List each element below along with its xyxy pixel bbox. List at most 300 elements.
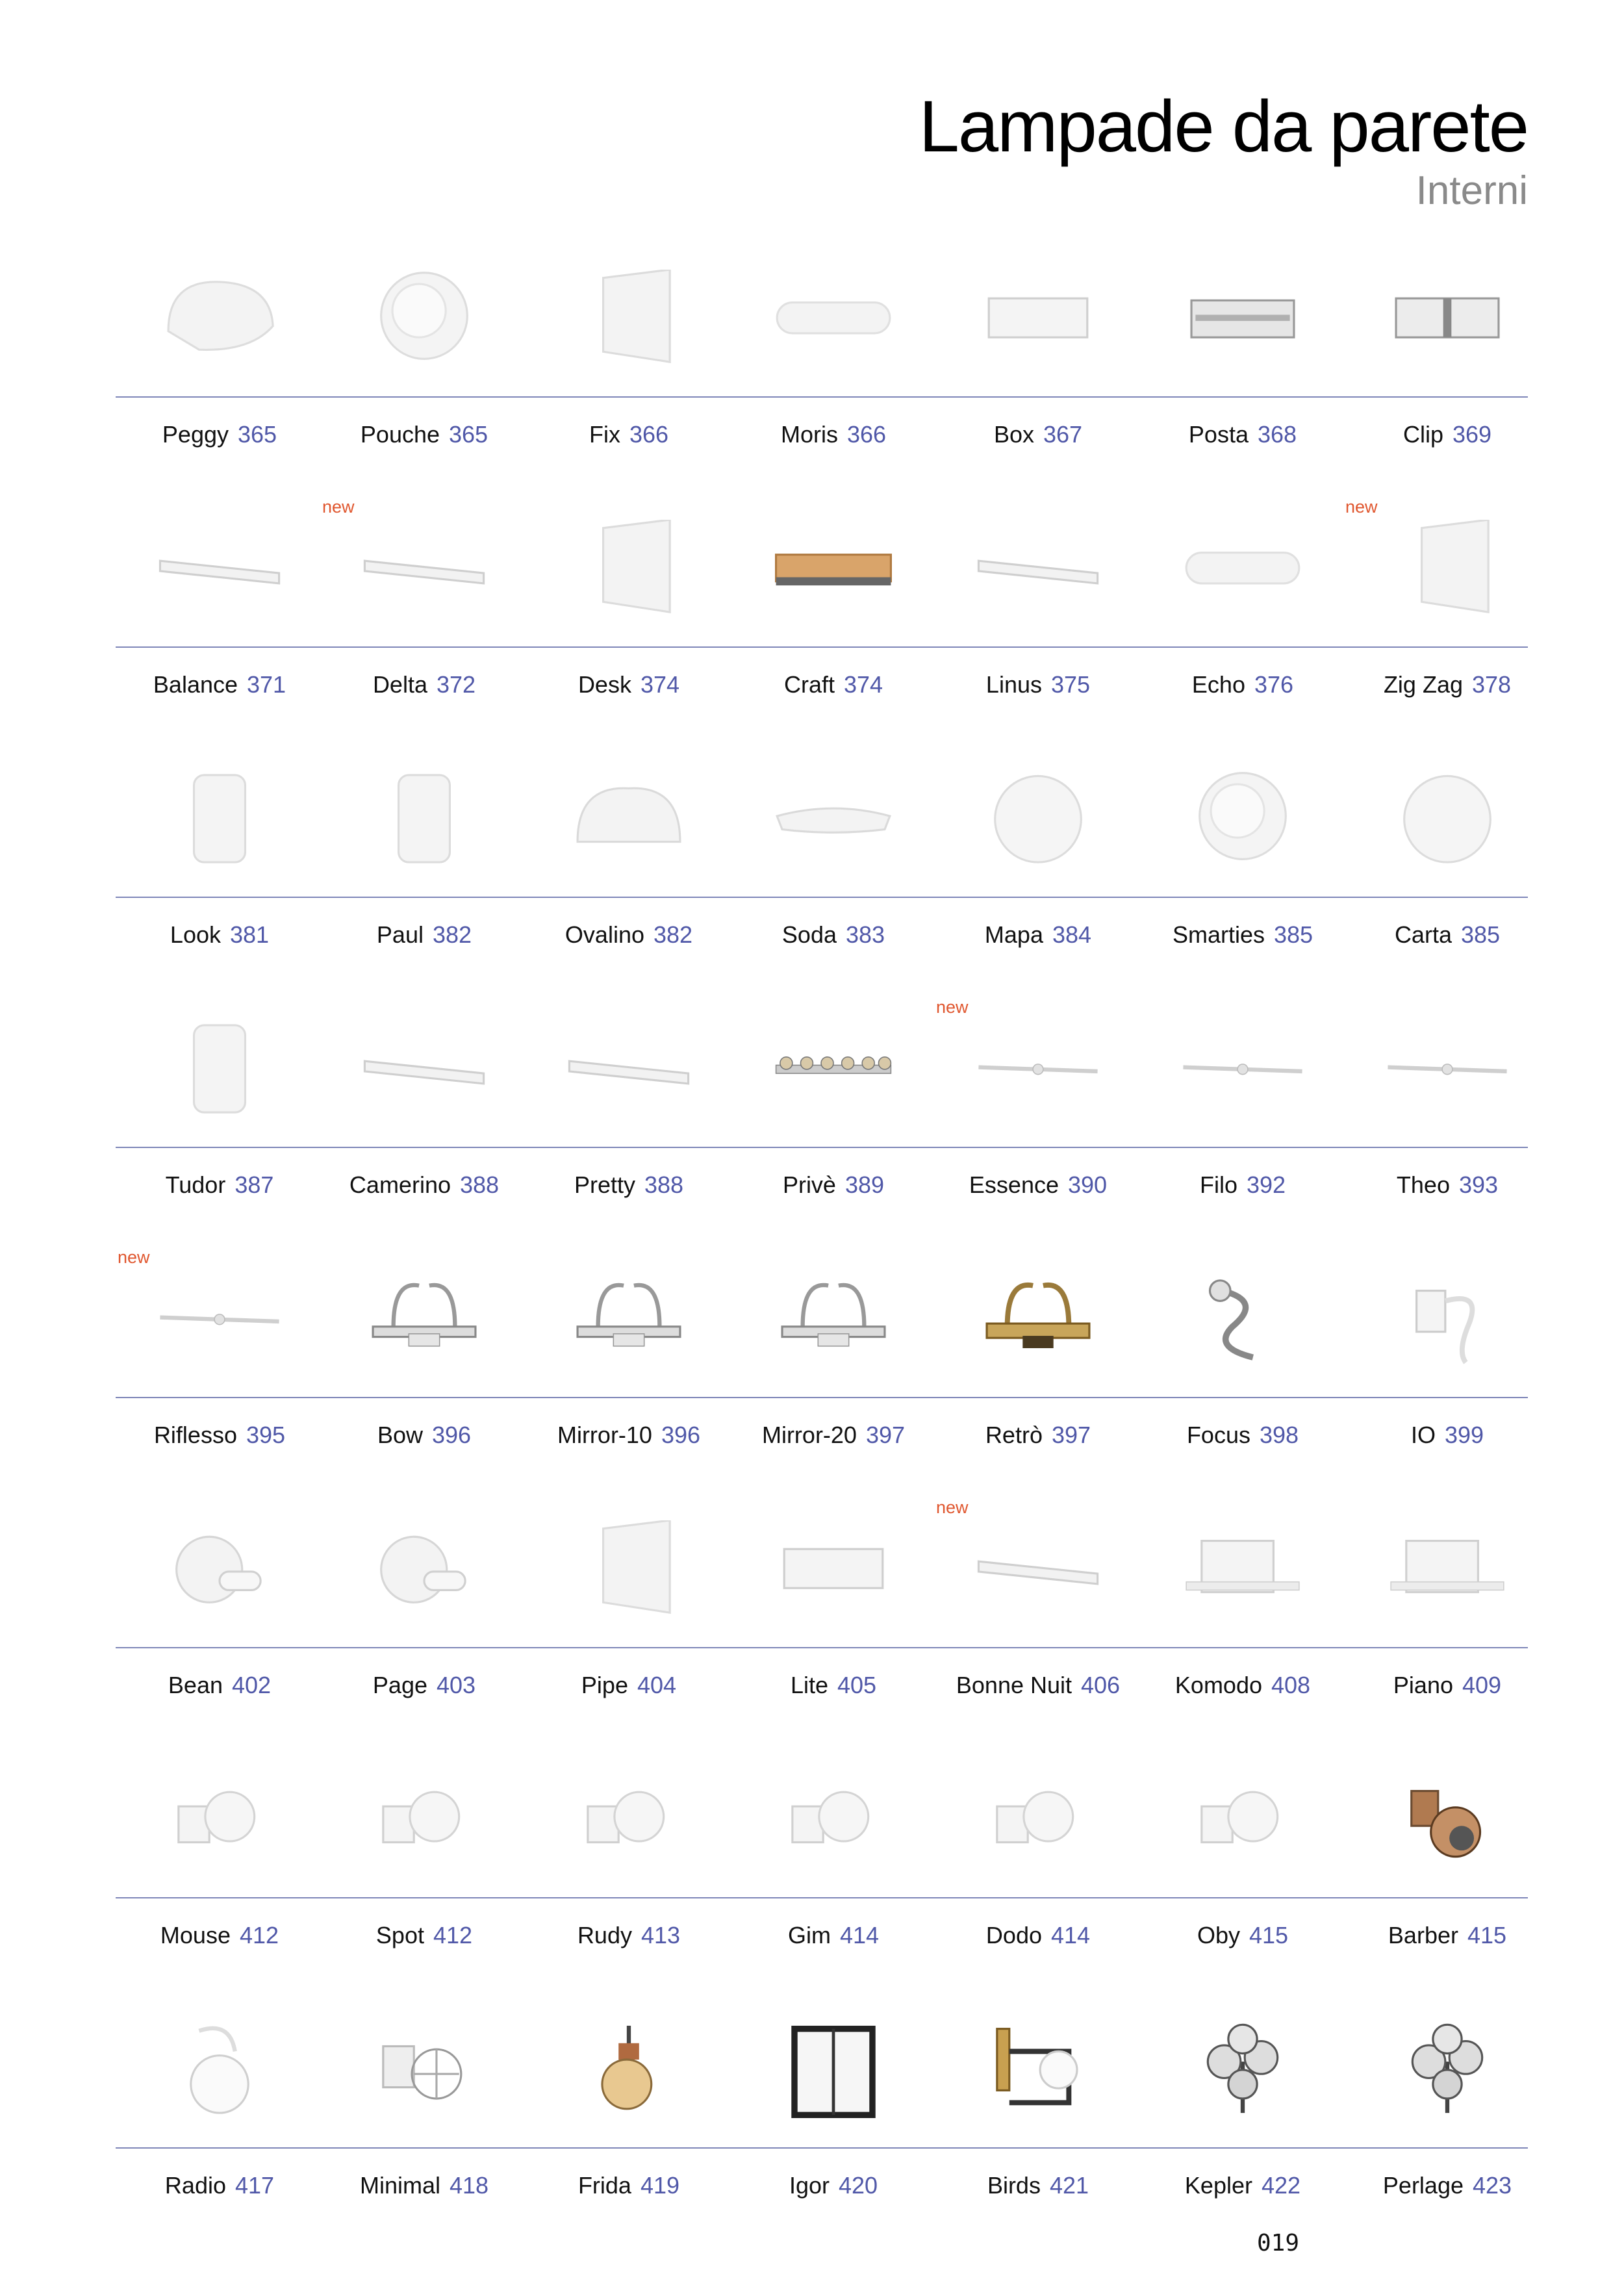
product-page-number[interactable]: 398	[1259, 1422, 1299, 1448]
product-page-number[interactable]: 374	[640, 671, 680, 698]
product-thumbnail[interactable]	[733, 1998, 934, 2141]
product-item[interactable]	[1142, 497, 1343, 747]
product-label	[119, 1422, 320, 1449]
product-item[interactable]	[119, 1247, 320, 1498]
product-thumbnail[interactable]	[1347, 247, 1548, 390]
product-item[interactable]	[1142, 747, 1343, 997]
product-item[interactable]	[937, 1498, 1139, 1748]
product-name: Spot	[375, 1922, 424, 1948]
product-item[interactable]	[1347, 1748, 1548, 1998]
product-item[interactable]	[1142, 1998, 1343, 2248]
panel-white-icon	[1386, 520, 1509, 617]
product-item[interactable]	[528, 997, 730, 1247]
product-thumbnail[interactable]	[937, 1748, 1139, 1891]
product-name: Komodo	[1174, 1672, 1262, 1698]
product-item[interactable]	[324, 497, 525, 747]
oval-white-icon	[772, 270, 895, 367]
product-thumbnail[interactable]	[324, 1247, 525, 1390]
product-page-number[interactable]: 412	[433, 1922, 473, 1948]
dome-white-icon	[158, 270, 281, 367]
product-thumbnail[interactable]	[119, 247, 320, 390]
product-item[interactable]	[119, 747, 320, 997]
product-item[interactable]	[324, 747, 525, 997]
spot-white-icon	[1181, 1770, 1304, 1868]
picture-chrome-icon	[567, 1270, 691, 1368]
product-label	[324, 921, 525, 949]
product-label	[733, 1672, 934, 1699]
product-item[interactable]	[528, 247, 730, 497]
product-item[interactable]	[1347, 247, 1548, 497]
product-item[interactable]	[528, 497, 730, 747]
product-thumbnail[interactable]	[733, 1498, 934, 1641]
product-item[interactable]	[119, 1498, 320, 1748]
product-name: Retrò	[985, 1422, 1043, 1448]
product-item[interactable]	[119, 1998, 320, 2248]
product-page-number[interactable]: 408	[1271, 1672, 1311, 1698]
product-name: Moris	[780, 421, 838, 448]
product-page-number[interactable]: 390	[1068, 1171, 1108, 1198]
product-row	[116, 1998, 1528, 2248]
product-page-number[interactable]: 397	[1051, 1422, 1091, 1448]
product-name: Rudy	[577, 1922, 632, 1948]
product-page-number[interactable]: 392	[1246, 1171, 1286, 1198]
product-label	[528, 2172, 730, 2199]
product-label	[733, 921, 934, 949]
product-thumbnail[interactable]	[1142, 997, 1343, 1140]
spot-copper-icon	[1386, 1770, 1509, 1868]
product-label	[324, 421, 525, 448]
product-name: Focus	[1186, 1422, 1250, 1448]
page-title: Lampade da parete	[919, 86, 1528, 167]
new-badge: new	[1345, 497, 1378, 517]
product-label	[1142, 671, 1343, 698]
product-page-number[interactable]: 366	[846, 421, 887, 448]
product-name: Echo	[1191, 671, 1245, 698]
product-item[interactable]	[119, 997, 320, 1247]
product-item[interactable]	[1347, 1247, 1548, 1498]
product-item[interactable]	[528, 1247, 730, 1498]
line-thin-icon	[1386, 1020, 1509, 1118]
product-item[interactable]	[1347, 997, 1548, 1247]
product-item[interactable]	[324, 247, 525, 497]
panel-white-icon	[567, 1520, 691, 1618]
product-thumbnail[interactable]	[528, 247, 730, 390]
product-name: Peggy	[162, 421, 229, 448]
product-label	[1347, 671, 1548, 698]
product-thumbnail[interactable]	[1347, 997, 1548, 1140]
product-item[interactable]	[324, 1998, 525, 2248]
product-label	[528, 671, 730, 698]
product-item[interactable]	[733, 997, 934, 1247]
product-page-number[interactable]: 376	[1254, 671, 1294, 698]
product-thumbnail[interactable]	[1347, 1748, 1548, 1891]
product-label	[1347, 2172, 1548, 2199]
product-label	[1142, 1922, 1343, 1949]
product-page-number[interactable]: 378	[1471, 671, 1512, 698]
spot-white-icon	[976, 1770, 1100, 1868]
product-item[interactable]	[937, 1247, 1139, 1498]
product-label	[733, 421, 934, 448]
bulb-copper-icon	[567, 2021, 691, 2118]
product-item[interactable]	[733, 1498, 934, 1748]
product-thumbnail[interactable]	[528, 1247, 730, 1390]
spot-white-icon	[772, 1770, 895, 1868]
product-thumbnail[interactable]	[1347, 1247, 1548, 1390]
page-number: 019	[1257, 2230, 1300, 2256]
line-thin-icon	[1181, 1020, 1304, 1118]
product-thumbnail[interactable]	[937, 247, 1139, 390]
product-grid	[116, 247, 1528, 2248]
product-thumbnail[interactable]	[733, 997, 934, 1140]
product-label	[528, 921, 730, 949]
product-thumbnail[interactable]	[733, 497, 934, 640]
product-thumbnail[interactable]	[733, 1247, 934, 1390]
product-thumbnail[interactable]	[119, 997, 320, 1140]
product-item[interactable]	[937, 747, 1139, 997]
product-thumbnail[interactable]	[119, 1247, 320, 1390]
new-badge: new	[322, 497, 355, 517]
product-item[interactable]	[528, 1748, 730, 1998]
product-thumbnail[interactable]	[1347, 497, 1548, 640]
product-page-number[interactable]: 412	[239, 1922, 279, 1948]
product-item[interactable]	[119, 1748, 320, 1998]
product-name: Dodo	[985, 1922, 1042, 1948]
product-name: Fix	[589, 421, 620, 448]
product-item[interactable]	[1347, 1498, 1548, 1748]
product-name: Mouse	[160, 1922, 231, 1948]
product-label	[1347, 1672, 1548, 1699]
product-item[interactable]	[733, 747, 934, 997]
product-thumbnail[interactable]	[1142, 1748, 1343, 1891]
product-thumbnail[interactable]	[937, 497, 1139, 640]
product-page-number[interactable]: 384	[1052, 921, 1092, 948]
spot-white-icon	[158, 1770, 281, 1868]
product-name: Balance	[153, 671, 238, 698]
product-page-number[interactable]: 381	[230, 921, 270, 948]
product-label	[937, 421, 1139, 448]
product-thumbnail[interactable]	[324, 1748, 525, 1891]
new-badge: new	[936, 997, 969, 1017]
product-thumbnail[interactable]	[119, 1498, 320, 1641]
product-name: Radio	[164, 2172, 226, 2199]
product-row	[116, 1498, 1528, 1748]
product-thumbnail[interactable]	[324, 1998, 525, 2141]
product-item[interactable]	[528, 1998, 730, 2248]
product-thumbnail[interactable]	[1142, 497, 1343, 640]
product-label	[119, 1171, 320, 1199]
box-white-icon	[772, 1520, 895, 1618]
product-name: Clip	[1402, 421, 1443, 448]
product-item[interactable]	[733, 247, 934, 497]
product-thumbnail[interactable]	[528, 497, 730, 640]
product-item[interactable]	[1142, 1247, 1343, 1498]
product-name: Bow	[377, 1422, 423, 1448]
product-name: Desk	[577, 671, 631, 698]
product-name: Ovalino	[565, 921, 644, 948]
product-label	[119, 2172, 320, 2199]
product-label	[119, 1922, 320, 1949]
product-thumbnail[interactable]	[1347, 1498, 1548, 1641]
product-thumbnail[interactable]	[937, 997, 1139, 1140]
product-page-number[interactable]: 374	[843, 671, 883, 698]
product-item[interactable]	[937, 497, 1139, 747]
product-page-number[interactable]: 372	[436, 671, 476, 698]
product-page-number[interactable]: 419	[640, 2172, 680, 2199]
product-page-number[interactable]: 418	[449, 2172, 489, 2199]
product-page-number[interactable]: 393	[1458, 1171, 1499, 1198]
product-page-number[interactable]: 406	[1081, 1672, 1121, 1698]
product-label	[528, 421, 730, 448]
sphere-white-icon	[976, 770, 1100, 867]
product-item[interactable]	[324, 1498, 525, 1748]
product-thumbnail[interactable]	[324, 247, 525, 390]
product-page-number[interactable]: 414	[1050, 1922, 1091, 1948]
product-page-number[interactable]: 366	[629, 421, 669, 448]
product-item[interactable]	[119, 247, 320, 497]
product-item[interactable]	[324, 1247, 525, 1498]
product-label	[528, 1672, 730, 1699]
line-thin-icon	[158, 1270, 281, 1368]
product-name: Perlage	[1382, 2172, 1464, 2199]
product-page-number[interactable]: 413	[641, 1922, 681, 1948]
product-row	[116, 1748, 1528, 1998]
product-thumbnail[interactable]	[1142, 747, 1343, 890]
product-page-number[interactable]: 422	[1261, 2172, 1301, 2199]
cage-white-icon	[362, 2021, 486, 2118]
bar-white-icon	[362, 1020, 486, 1118]
cylinder-white-icon	[158, 1020, 281, 1118]
product-row	[116, 747, 1528, 997]
product-name: Oby	[1197, 1922, 1240, 1948]
oval-white-icon	[1181, 520, 1304, 617]
product-item[interactable]	[1347, 1998, 1548, 2248]
product-page-number[interactable]: 402	[232, 1672, 272, 1698]
flex-chrome-icon	[1181, 1270, 1304, 1368]
product-thumbnail[interactable]	[1347, 747, 1548, 890]
product-page-number[interactable]: 388	[644, 1171, 684, 1198]
product-thumbnail[interactable]	[528, 1748, 730, 1891]
product-name: Pretty	[574, 1171, 635, 1198]
product-item[interactable]	[1142, 247, 1343, 497]
product-page-number[interactable]: 371	[247, 671, 286, 698]
product-thumbnail[interactable]	[324, 997, 525, 1140]
product-item[interactable]	[1347, 497, 1548, 747]
product-label	[733, 2172, 934, 2199]
product-item[interactable]	[733, 1998, 934, 2248]
product-item[interactable]	[528, 1498, 730, 1748]
product-item[interactable]	[733, 1247, 934, 1498]
product-page-number[interactable]: 375	[1050, 671, 1091, 698]
product-page-number[interactable]: 414	[839, 1922, 880, 1948]
product-label	[733, 1422, 934, 1449]
product-item[interactable]	[937, 1998, 1139, 2248]
product-name: Minimal	[359, 2172, 440, 2199]
product-label	[1142, 1171, 1343, 1199]
product-item[interactable]	[937, 1748, 1139, 1998]
sphere-white-icon	[1386, 770, 1509, 867]
shelf-white-icon	[1181, 1520, 1304, 1618]
spot-white-icon	[567, 1770, 691, 1868]
product-thumbnail[interactable]	[528, 1998, 730, 2141]
shell-white-icon	[567, 770, 691, 867]
product-thumbnail[interactable]	[733, 747, 934, 890]
product-thumbnail[interactable]	[733, 247, 934, 390]
product-name: Pouche	[360, 421, 440, 448]
product-page-number[interactable]: 385	[1460, 921, 1501, 948]
line-thin-icon	[976, 1020, 1100, 1118]
product-page-number[interactable]: 423	[1473, 2172, 1512, 2199]
product-name: Soda	[781, 921, 837, 948]
new-badge: new	[118, 1247, 150, 1267]
product-name: Zig Zag	[1383, 671, 1463, 698]
product-item[interactable]	[937, 997, 1139, 1247]
product-page-number[interactable]: 383	[846, 921, 885, 948]
product-label	[324, 1922, 525, 1949]
picture-brass-icon	[976, 1270, 1100, 1368]
product-page-number[interactable]: 382	[653, 921, 693, 948]
globe-white-icon	[158, 2021, 281, 2118]
product-thumbnail[interactable]	[528, 1498, 730, 1641]
product-thumbnail[interactable]	[1142, 1247, 1343, 1390]
product-item[interactable]	[733, 497, 934, 747]
product-thumbnail[interactable]	[937, 1498, 1139, 1641]
product-thumbnail[interactable]	[937, 1247, 1139, 1390]
product-item[interactable]	[1142, 1748, 1343, 1998]
product-thumbnail[interactable]	[937, 1998, 1139, 2141]
product-thumbnail[interactable]	[528, 997, 730, 1140]
product-item[interactable]	[528, 747, 730, 997]
product-page-number[interactable]: 397	[865, 1422, 906, 1448]
product-thumbnail[interactable]	[1142, 1998, 1343, 2141]
product-name: Pipe	[581, 1672, 628, 1698]
bar-white-icon	[158, 520, 281, 617]
product-page-number[interactable]: 387	[235, 1171, 274, 1198]
product-page-number[interactable]: 404	[637, 1672, 677, 1698]
box-chrome-icon	[1181, 270, 1304, 367]
product-name: Filo	[1199, 1171, 1237, 1198]
product-page-number[interactable]: 367	[1043, 421, 1083, 448]
product-thumbnail[interactable]	[324, 1498, 525, 1641]
bulb-bar-icon	[772, 1020, 895, 1118]
product-name: Bean	[168, 1672, 223, 1698]
product-page-number[interactable]: 368	[1257, 421, 1297, 448]
product-page-number[interactable]: 396	[431, 1422, 472, 1448]
bar-white-icon	[567, 1020, 691, 1118]
product-row	[116, 247, 1528, 497]
product-page-number[interactable]: 421	[1049, 2172, 1089, 2199]
product-thumbnail[interactable]	[119, 497, 320, 640]
product-thumbnail[interactable]	[937, 747, 1139, 890]
product-name: Essence	[969, 1171, 1059, 1198]
product-page-number[interactable]: 396	[661, 1422, 701, 1448]
product-thumbnail[interactable]	[119, 1998, 320, 2141]
product-page-number[interactable]: 420	[838, 2172, 878, 2199]
product-label	[937, 921, 1139, 949]
product-label	[1347, 421, 1548, 448]
product-label	[733, 1171, 934, 1199]
product-page-number[interactable]: 409	[1462, 1672, 1502, 1698]
product-page-number[interactable]: 365	[449, 421, 488, 448]
product-label	[937, 1672, 1139, 1699]
product-label	[1142, 921, 1343, 949]
product-name: Igor	[789, 2172, 830, 2199]
product-page-number[interactable]: 415	[1467, 1922, 1507, 1948]
product-thumbnail[interactable]	[324, 497, 525, 640]
product-thumbnail[interactable]	[1347, 1998, 1548, 2141]
product-page-number[interactable]: 395	[246, 1422, 286, 1448]
lantern-black-icon	[772, 2021, 895, 2118]
product-item[interactable]	[119, 497, 320, 747]
product-label	[324, 1422, 525, 1449]
product-item[interactable]	[324, 1748, 525, 1998]
product-thumbnail[interactable]	[528, 747, 730, 890]
product-name: Bonne Nuit	[956, 1672, 1072, 1698]
product-label	[1347, 921, 1548, 949]
dish-white-icon	[772, 770, 895, 867]
product-label	[937, 671, 1139, 698]
product-page-number[interactable]: 389	[844, 1171, 885, 1198]
product-page-number[interactable]: 388	[459, 1171, 500, 1198]
product-item[interactable]	[324, 997, 525, 1247]
product-label	[937, 1171, 1139, 1199]
product-page-number[interactable]: 382	[432, 921, 472, 948]
product-page-number[interactable]: 417	[235, 2172, 275, 2199]
bar-wood-icon	[772, 520, 895, 617]
product-page-number[interactable]: 365	[238, 421, 277, 448]
cylinder-white-icon	[362, 770, 486, 867]
product-thumbnail[interactable]	[324, 747, 525, 890]
product-label	[119, 421, 320, 448]
product-item[interactable]	[937, 247, 1139, 497]
product-label	[733, 1922, 934, 1949]
product-thumbnail[interactable]	[119, 1748, 320, 1891]
product-label	[1142, 1422, 1343, 1449]
product-page-number[interactable]: 369	[1452, 421, 1492, 448]
product-label	[1347, 1171, 1548, 1199]
bar-white-icon	[976, 520, 1100, 617]
box-white-icon	[976, 270, 1100, 367]
picture-chrome-icon	[772, 1270, 895, 1368]
product-thumbnail[interactable]	[119, 747, 320, 890]
product-name: Look	[170, 921, 221, 948]
product-item[interactable]	[1142, 997, 1343, 1247]
product-page-number[interactable]: 405	[837, 1672, 877, 1698]
product-name: Tudor	[165, 1171, 226, 1198]
product-page-number[interactable]: 403	[437, 1672, 476, 1698]
product-row	[116, 1247, 1528, 1498]
product-item[interactable]	[733, 1748, 934, 1998]
page-subtitle: Interni	[1415, 168, 1528, 213]
product-row	[116, 997, 1528, 1247]
product-row	[116, 497, 1528, 747]
product-thumbnail[interactable]	[1142, 1498, 1343, 1641]
product-thumbnail[interactable]	[1142, 247, 1343, 390]
product-page-number[interactable]: 415	[1249, 1922, 1289, 1948]
product-name: Camerino	[349, 1171, 451, 1198]
product-name: Lite	[790, 1672, 828, 1698]
panel-white-icon	[567, 520, 691, 617]
shelf-white-icon	[1386, 1520, 1509, 1618]
panel-white-icon	[567, 270, 691, 367]
product-item[interactable]	[1347, 747, 1548, 997]
product-page-number[interactable]: 385	[1273, 921, 1313, 948]
product-name: Posta	[1188, 421, 1249, 448]
product-name: Barber	[1388, 1922, 1458, 1948]
product-label	[1142, 421, 1343, 448]
product-thumbnail[interactable]	[733, 1748, 934, 1891]
product-page-number[interactable]: 399	[1444, 1422, 1484, 1448]
product-item[interactable]	[1142, 1498, 1343, 1748]
